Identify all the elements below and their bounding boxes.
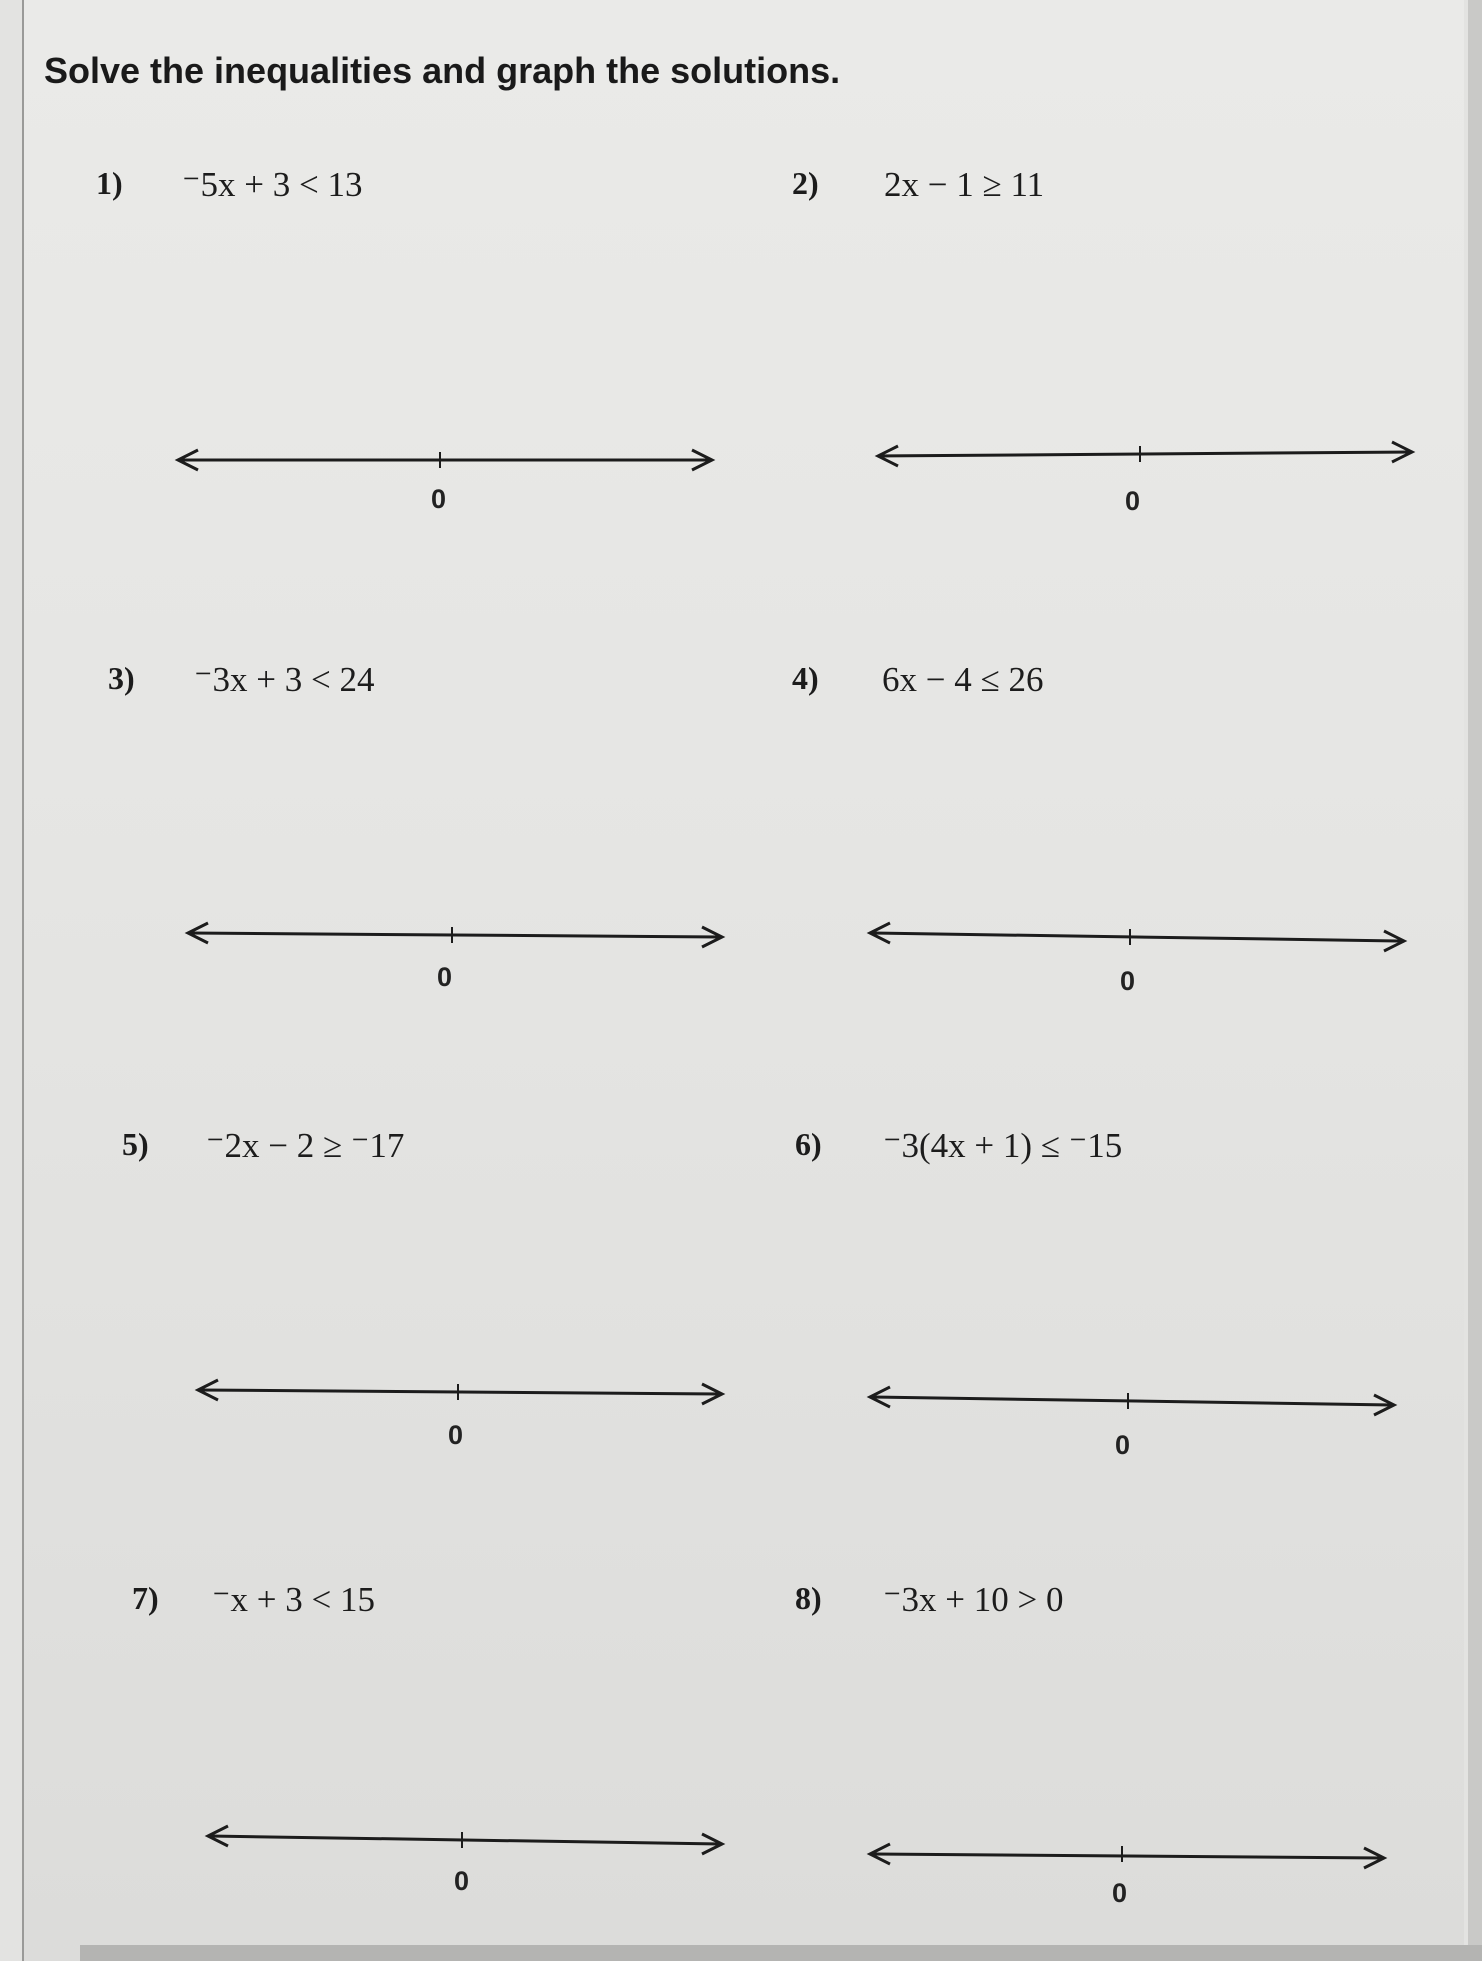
inequality-expression: 6x − 4 ≤ 26 xyxy=(882,660,1044,699)
number-line-axis xyxy=(190,933,720,937)
zero-label: 0 xyxy=(431,484,447,514)
worksheet-page xyxy=(22,0,1464,1961)
number-line-axis xyxy=(872,933,1402,941)
number-line[interactable] xyxy=(870,432,1430,472)
zero-label: 0 xyxy=(437,962,453,992)
zero-label: 0 xyxy=(454,1866,470,1896)
zero-label: 0 xyxy=(1125,486,1141,516)
inequality-expression: ⁻3x + 10 > 0 xyxy=(883,1580,1064,1619)
number-line[interactable] xyxy=(862,1381,1422,1421)
problem-number: 8) xyxy=(795,1580,822,1616)
problem-number: 3) xyxy=(108,660,135,696)
problem-number: 1) xyxy=(96,165,123,201)
number-line-axis xyxy=(872,1854,1382,1858)
problem-number: 4) xyxy=(792,660,819,696)
number-line-axis xyxy=(210,1836,720,1844)
number-line[interactable] xyxy=(180,915,740,955)
worksheet-title: Solve the inequalities and graph the solutions. xyxy=(44,50,841,91)
problem-number: 7) xyxy=(132,1580,159,1616)
inequality-expression: ⁻5x + 3 < 13 xyxy=(182,165,363,204)
number-line[interactable] xyxy=(862,917,1422,957)
zero-label: 0 xyxy=(1112,1878,1128,1908)
number-line-axis xyxy=(880,452,1410,456)
page-edge-bottom xyxy=(80,1945,1482,1961)
zero-label: 0 xyxy=(448,1420,464,1450)
problem-number: 6) xyxy=(795,1126,822,1162)
inequality-expression: 2x − 1 ≥ 11 xyxy=(884,165,1045,204)
problem-number: 2) xyxy=(792,165,819,201)
zero-label: 0 xyxy=(1115,1430,1131,1460)
problem-number: 5) xyxy=(122,1126,149,1162)
number-line[interactable] xyxy=(200,1820,740,1860)
inequality-expression: ⁻3(4x + 1) ≤ ⁻15 xyxy=(883,1126,1123,1165)
zero-label: 0 xyxy=(1120,966,1136,996)
inequality-expression: ⁻2x − 2 ≥ ⁻17 xyxy=(206,1126,405,1165)
number-line[interactable] xyxy=(170,440,730,480)
inequality-expression: ⁻3x + 3 < 24 xyxy=(194,660,375,699)
number-line-axis xyxy=(872,1397,1392,1405)
number-line[interactable] xyxy=(190,1372,750,1412)
inequality-expression: ⁻x + 3 < 15 xyxy=(212,1580,375,1619)
number-line[interactable] xyxy=(862,1836,1402,1876)
page-edge-right xyxy=(1468,0,1482,1961)
number-line-axis xyxy=(200,1390,720,1394)
